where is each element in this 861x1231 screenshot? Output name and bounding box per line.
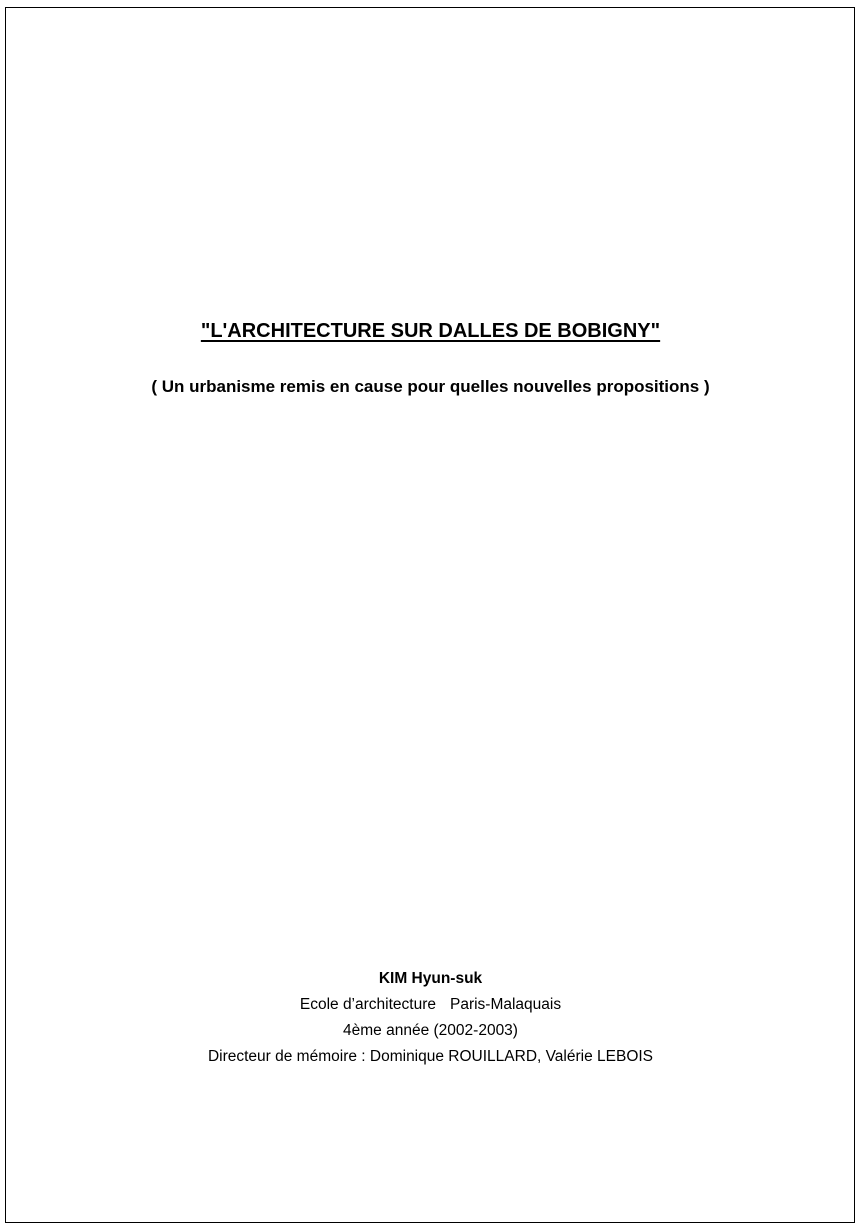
thesis-supervisors: Directeur de mémoire : Dominique ROUILLARD, Valérie LEBOIS (207, 1048, 654, 1065)
author-name: KIM Hyun-suk (378, 970, 483, 987)
document-subtitle: ( Un urbanisme remis en cause pour quelles nouvelles propositions ) (151, 377, 710, 396)
document-title: "L'ARCHITECTURE SUR DALLES DE BOBIGNY" (200, 320, 661, 342)
academic-year: 4ème année (2002-2003) (343, 1022, 518, 1039)
school-name: Ecole d’architecture (299, 996, 436, 1013)
school-line (0, 995, 861, 1021)
school-location: Paris-Malaquais (449, 996, 562, 1013)
author-block (0, 969, 861, 1073)
